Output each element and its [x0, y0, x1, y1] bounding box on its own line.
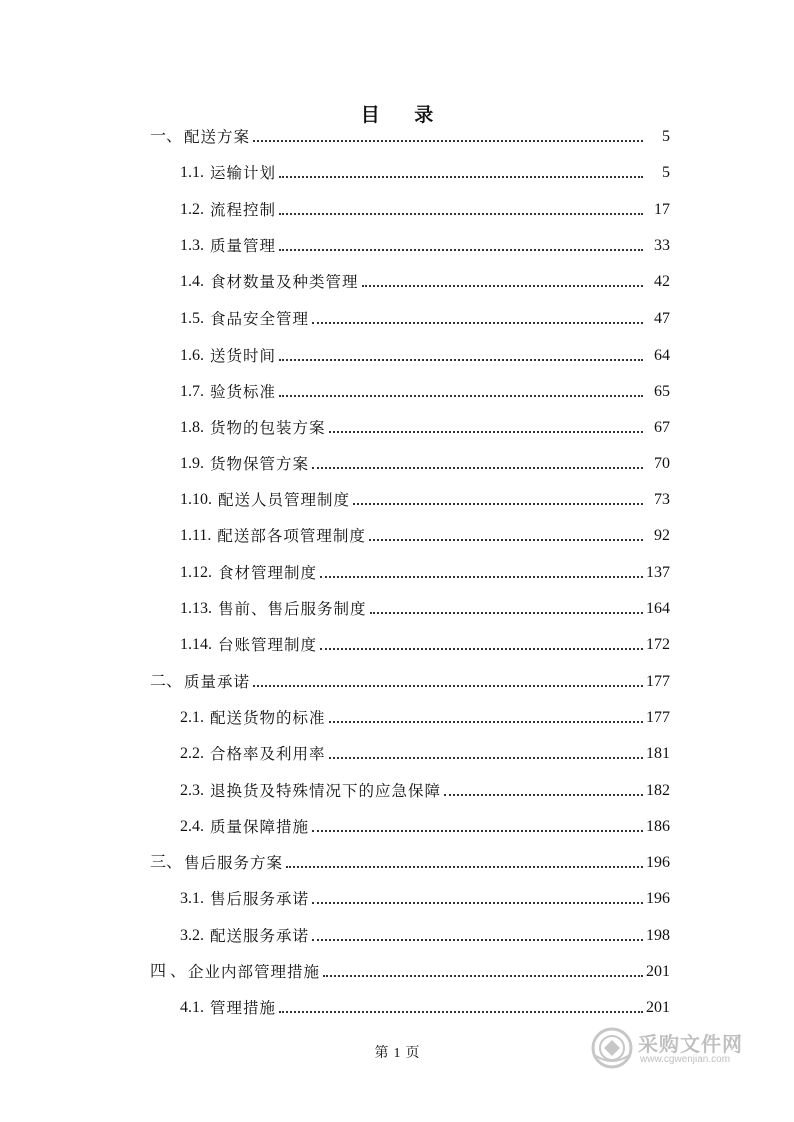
toc-entry-page: 201 — [646, 999, 670, 1016]
toc-leader-dots — [320, 648, 643, 650]
toc-entry-page: 92 — [654, 527, 670, 544]
toc-leader-dots — [362, 285, 643, 287]
toc-leader-dots — [279, 359, 643, 361]
toc-entry-page: 67 — [654, 419, 670, 436]
watermark-name: 采购文件网 — [638, 1032, 743, 1056]
toc-leader-dots — [312, 902, 643, 904]
toc-entry-section-4[interactable] — [150, 959, 670, 983]
toc-leader-dots — [312, 467, 643, 469]
toc-leader-dots — [329, 431, 643, 433]
toc-entry-number: 二、 — [150, 673, 183, 690]
toc-entry-1-5[interactable] — [180, 306, 670, 330]
toc-entry-label: 配送方案 — [184, 128, 251, 146]
toc-entry-label: 验货标准 — [210, 383, 277, 401]
toc-entry-page: 5 — [662, 164, 670, 181]
toc-leader-dots — [329, 757, 643, 759]
toc-entry-4-1[interactable] — [180, 995, 670, 1019]
toc-entry-number: 1.8. — [180, 419, 204, 436]
toc-entry-number: 三、 — [150, 854, 183, 871]
toc-entry-page: 172 — [646, 636, 670, 653]
toc-entry-number: 1.1. — [180, 164, 204, 181]
toc-entry-1-7[interactable] — [180, 379, 670, 403]
toc-leader-dots — [370, 612, 643, 614]
toc-entry-label: 流程控制 — [210, 201, 277, 219]
toc-entry-number: 2.1. — [180, 709, 204, 726]
toc-leader-dots — [312, 939, 643, 941]
toc-leader-dots — [353, 503, 643, 505]
toc-entry-page: 137 — [646, 564, 670, 581]
toc-entry-1-8[interactable] — [180, 415, 670, 439]
toc-entry-1-6[interactable] — [180, 343, 670, 367]
toc-leader-dots — [444, 794, 643, 796]
toc-entry-number: 一、 — [150, 128, 183, 145]
toc-leader-dots — [279, 395, 643, 397]
toc-entry-page: 73 — [654, 491, 670, 508]
toc-entry-section-2[interactable] — [150, 669, 670, 693]
toc-leader-dots — [279, 213, 643, 215]
toc-entry-page: 5 — [662, 128, 670, 145]
toc-entry-label: 退换货及特殊情况下的应急保障 — [210, 782, 442, 800]
toc-entry-page: 198 — [646, 927, 670, 944]
toc-entry-1-2[interactable] — [180, 197, 670, 221]
toc-leader-dots — [253, 140, 643, 142]
toc-entry-section-3[interactable] — [150, 850, 670, 874]
toc-entry-page: 70 — [654, 455, 670, 472]
toc-entry-page: 65 — [654, 383, 670, 400]
toc-entry-label: 配送货物的标准 — [210, 709, 326, 727]
toc-entry-number: 1.9. — [180, 455, 204, 472]
toc-entry-label: 企业内部管理措施 — [188, 963, 321, 981]
toc-leader-dots — [279, 249, 643, 251]
toc-entry-number: 1.2. — [180, 201, 204, 218]
toc-leader-dots — [286, 866, 643, 868]
toc-entry-label: 售后服务承诺 — [210, 890, 310, 908]
toc-entry-section-1[interactable] — [150, 124, 670, 148]
toc-entry-1-13[interactable] — [180, 596, 670, 620]
toc-entry-number: 1.13. — [180, 600, 212, 617]
toc-entry-number: 四 、 — [150, 963, 187, 980]
toc-entry-page: 177 — [646, 709, 670, 726]
toc-entry-1-1[interactable] — [180, 160, 670, 184]
toc-entry-1-11[interactable] — [180, 523, 670, 547]
toc-entry-1-10[interactable] — [180, 487, 670, 511]
toc-leader-dots — [312, 830, 643, 832]
toc-entry-page: 201 — [646, 963, 670, 980]
toc-entry-label: 货物保管方案 — [210, 455, 310, 473]
toc-entry-1-4[interactable] — [180, 269, 670, 293]
toc-leader-dots — [312, 322, 643, 324]
toc-entry-2-2[interactable] — [180, 741, 670, 765]
toc-entry-label: 运输计划 — [210, 164, 277, 182]
toc-entry-label: 售后服务方案 — [184, 854, 284, 872]
toc-entry-1-12[interactable] — [180, 560, 670, 584]
toc-entry-1-3[interactable] — [180, 233, 670, 257]
toc-entry-number: 2.3. — [180, 782, 204, 799]
toc-entry-page: 64 — [654, 347, 670, 364]
toc-entry-page: 42 — [654, 273, 670, 290]
toc-entry-number: 1.14. — [180, 636, 212, 653]
toc-entry-number: 4.1. — [180, 999, 204, 1016]
toc-entry-page: 181 — [646, 745, 670, 762]
toc-entry-page: 186 — [646, 818, 670, 835]
toc-leader-dots — [320, 576, 643, 578]
toc-title: 目 录 — [360, 104, 448, 126]
toc-entry-number: 1.11. — [180, 527, 212, 544]
toc-entry-number: 3.1. — [180, 890, 204, 907]
toc-entry-label: 售前、售后服务制度 — [218, 600, 367, 618]
toc-entry-1-9[interactable] — [180, 451, 670, 475]
toc-entry-page: 17 — [654, 201, 670, 218]
toc-entry-number: 3.2. — [180, 927, 204, 944]
toc-leader-dots — [279, 176, 643, 178]
toc-entry-number: 1.5. — [180, 310, 204, 327]
toc-entry-label: 质量保障措施 — [210, 818, 310, 836]
toc-entry-number: 1.7. — [180, 383, 204, 400]
toc-entry-label: 食品安全管理 — [210, 310, 310, 328]
toc-entry-number: 1.3. — [180, 237, 204, 254]
toc-entry-number: 2.4. — [180, 818, 204, 835]
toc-entry-page: 196 — [646, 890, 670, 907]
footer-prefix: 第 — [374, 1045, 389, 1061]
toc-entry-label: 送货时间 — [210, 347, 277, 365]
toc-entry-number: 2.2. — [180, 745, 204, 762]
toc-entry-2-3[interactable] — [180, 778, 670, 802]
toc-entry-label: 货物的包装方案 — [210, 419, 326, 437]
toc-entry-number: 1.6. — [180, 347, 204, 364]
toc-leader-dots — [369, 539, 643, 541]
toc-entry-page: 182 — [646, 782, 670, 799]
toc-entry-label: 配送服务承诺 — [210, 927, 310, 945]
watermark-logo-icon — [590, 1026, 634, 1070]
toc-entry-3-2[interactable] — [180, 923, 670, 947]
toc-entry-label: 质量管理 — [210, 237, 277, 255]
toc-entry-page: 47 — [654, 310, 670, 327]
toc-entry-1-14[interactable] — [180, 632, 670, 656]
toc-entry-label: 配送部各项管理制度 — [217, 527, 366, 545]
toc-entry-page: 164 — [646, 600, 670, 617]
toc-entry-page: 33 — [654, 237, 670, 254]
watermark-url: www.cgwenjian.com — [640, 1054, 731, 1065]
toc-leader-dots — [329, 721, 643, 723]
page-number: 1 — [393, 1046, 401, 1061]
toc-entry-label: 配送人员管理制度 — [218, 491, 351, 509]
toc-entry-3-1[interactable] — [180, 886, 670, 910]
toc-entry-2-4[interactable] — [180, 814, 670, 838]
toc-entry-label: 质量承诺 — [184, 673, 251, 691]
toc-entry-label: 管理措施 — [210, 999, 277, 1017]
toc-entry-label: 台账管理制度 — [218, 636, 318, 654]
watermark — [590, 1024, 760, 1076]
toc-entry-number: 1.10. — [180, 491, 212, 508]
toc-entry-label: 食材数量及种类管理 — [210, 273, 359, 291]
toc-entry-number: 1.4. — [180, 273, 204, 290]
toc-entry-page: 196 — [646, 854, 670, 871]
footer-suffix: 页 — [405, 1045, 420, 1061]
toc-leader-dots — [323, 975, 643, 977]
toc-entry-page: 177 — [646, 673, 670, 690]
toc-leader-dots — [279, 1011, 643, 1013]
toc-leader-dots — [253, 685, 643, 687]
toc-entry-label: 合格率及利用率 — [210, 745, 326, 763]
toc-entry-number: 1.12. — [180, 564, 212, 581]
toc-entry-label: 食材管理制度 — [218, 564, 318, 582]
toc-entry-2-1[interactable] — [180, 705, 670, 729]
